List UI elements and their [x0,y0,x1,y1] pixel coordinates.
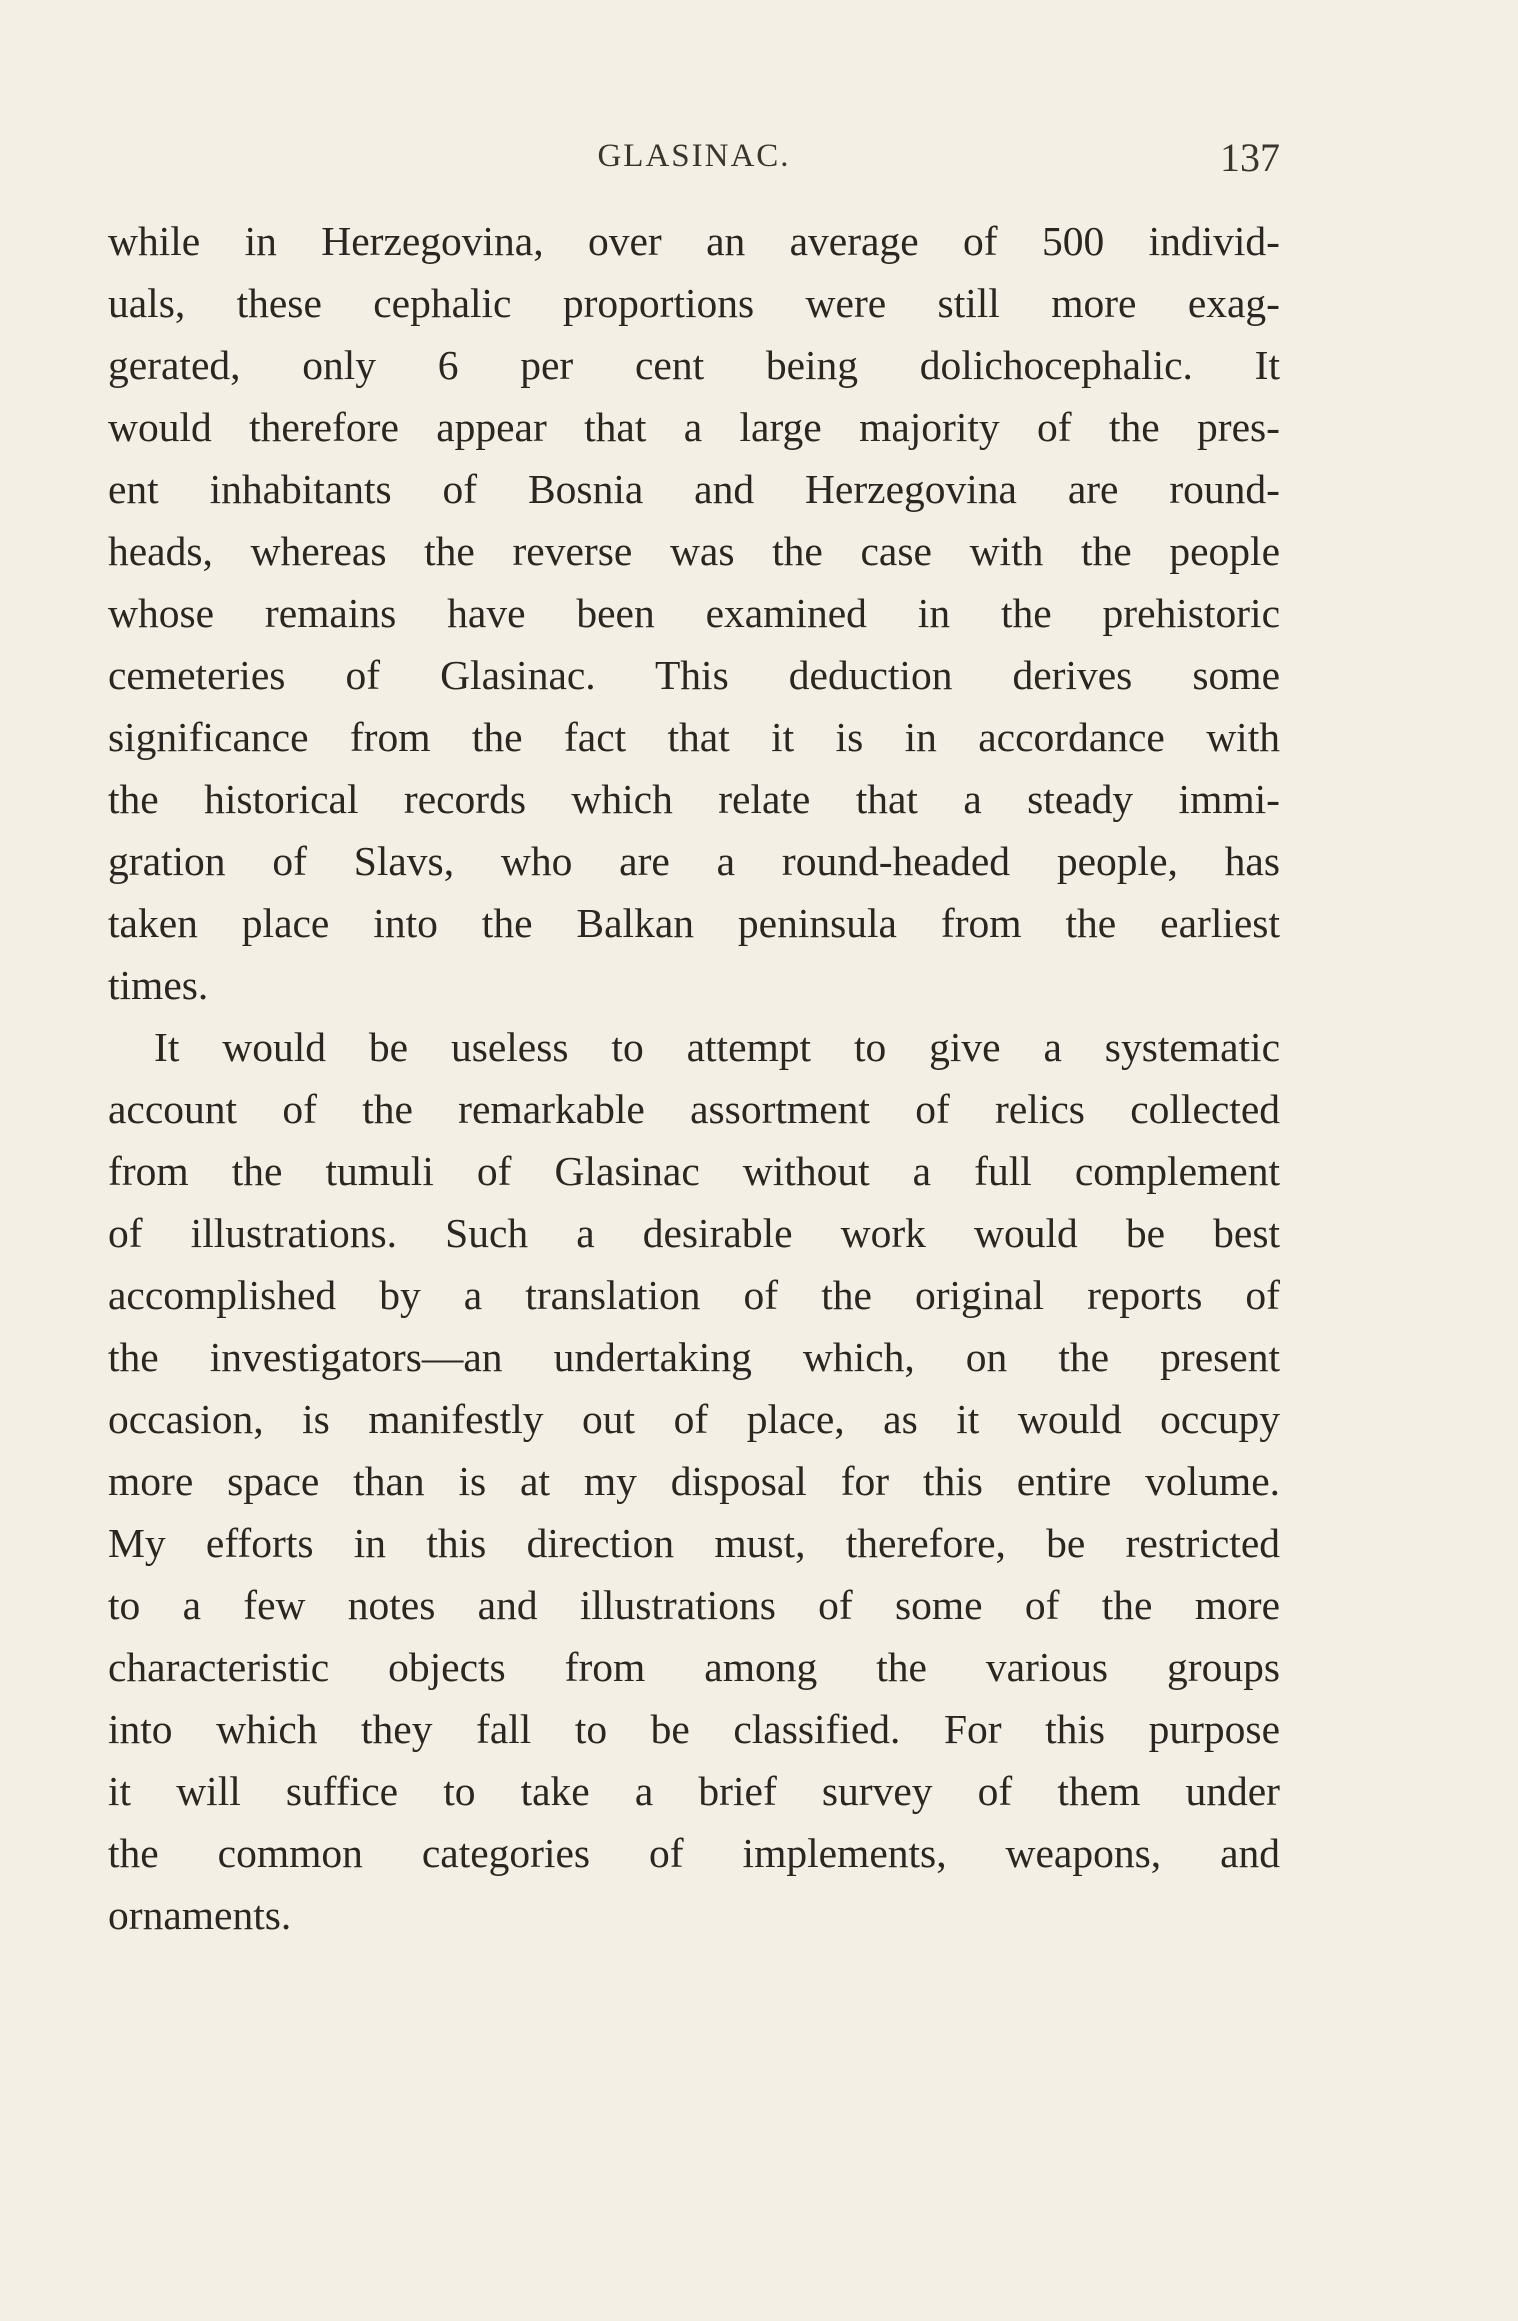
text-line: It would be useless to attempt to give a systematic [154,1024,1280,1070]
paragraph [108,210,1280,1016]
running-head [108,135,1280,188]
text-line: cemeteries of Glasinac. This deduction derives some [108,652,1280,698]
text-line: heads, whereas the reverse was the case with the people [108,528,1280,574]
page-number: 137 [1220,135,1280,180]
text-line: times. [108,962,209,1008]
text-line: more space than is at my disposal for this entire volume. [108,1458,1280,1504]
text-line: occasion, is manifestly out of place, as it would occupy [108,1396,1280,1442]
text-line: would therefore appear that a large majority of the pres- [108,404,1280,450]
text-line: My efforts in this direction must, therefore, be restricted [108,1520,1280,1566]
text-line: into which they fall to be classified. For this purpose [108,1706,1280,1752]
text-line: the investigators—an undertaking which, on the present [108,1334,1280,1380]
text-line: while in Herzegovina, over an average of 500 individ- [108,218,1280,264]
text-line: characteristic objects from among the various groups [108,1644,1280,1690]
text-line: taken place into the Balkan peninsula from the earliest [108,900,1280,946]
text-line: significance from the fact that it is in accordance with [108,714,1280,760]
text-line: account of the remarkable assortment of relics collected [108,1086,1280,1132]
text-line: gerated, only 6 per cent being dolichocephalic. It [108,342,1280,388]
running-title: GLASINAC. [597,138,791,174]
text-line: it will suffice to take a brief survey of them under [108,1768,1280,1814]
text-line: accomplished by a translation of the original reports of [108,1272,1280,1318]
text-line: ent inhabitants of Bosnia and Herzegovina are round- [108,466,1280,512]
text-line: the common categories of implements, weapons, and [108,1830,1280,1876]
text-line: from the tumuli of Glasinac without a full complement [108,1148,1280,1194]
body-text [108,210,1280,1946]
text-line: to a few notes and illustrations of some of the more [108,1582,1280,1628]
text-line: of illustrations. Such a desirable work would be best [108,1210,1280,1256]
text-line: whose remains have been examined in the prehistoric [108,590,1280,636]
text-line: the historical records which relate that a steady immi- [108,776,1280,822]
text-line: ornaments. [108,1892,292,1938]
paragraph [108,1016,1280,1946]
text-line: gration of Slavs, who are a round-headed people, has [108,838,1280,884]
text-line: uals, these cephalic proportions were still more exag- [108,280,1280,326]
